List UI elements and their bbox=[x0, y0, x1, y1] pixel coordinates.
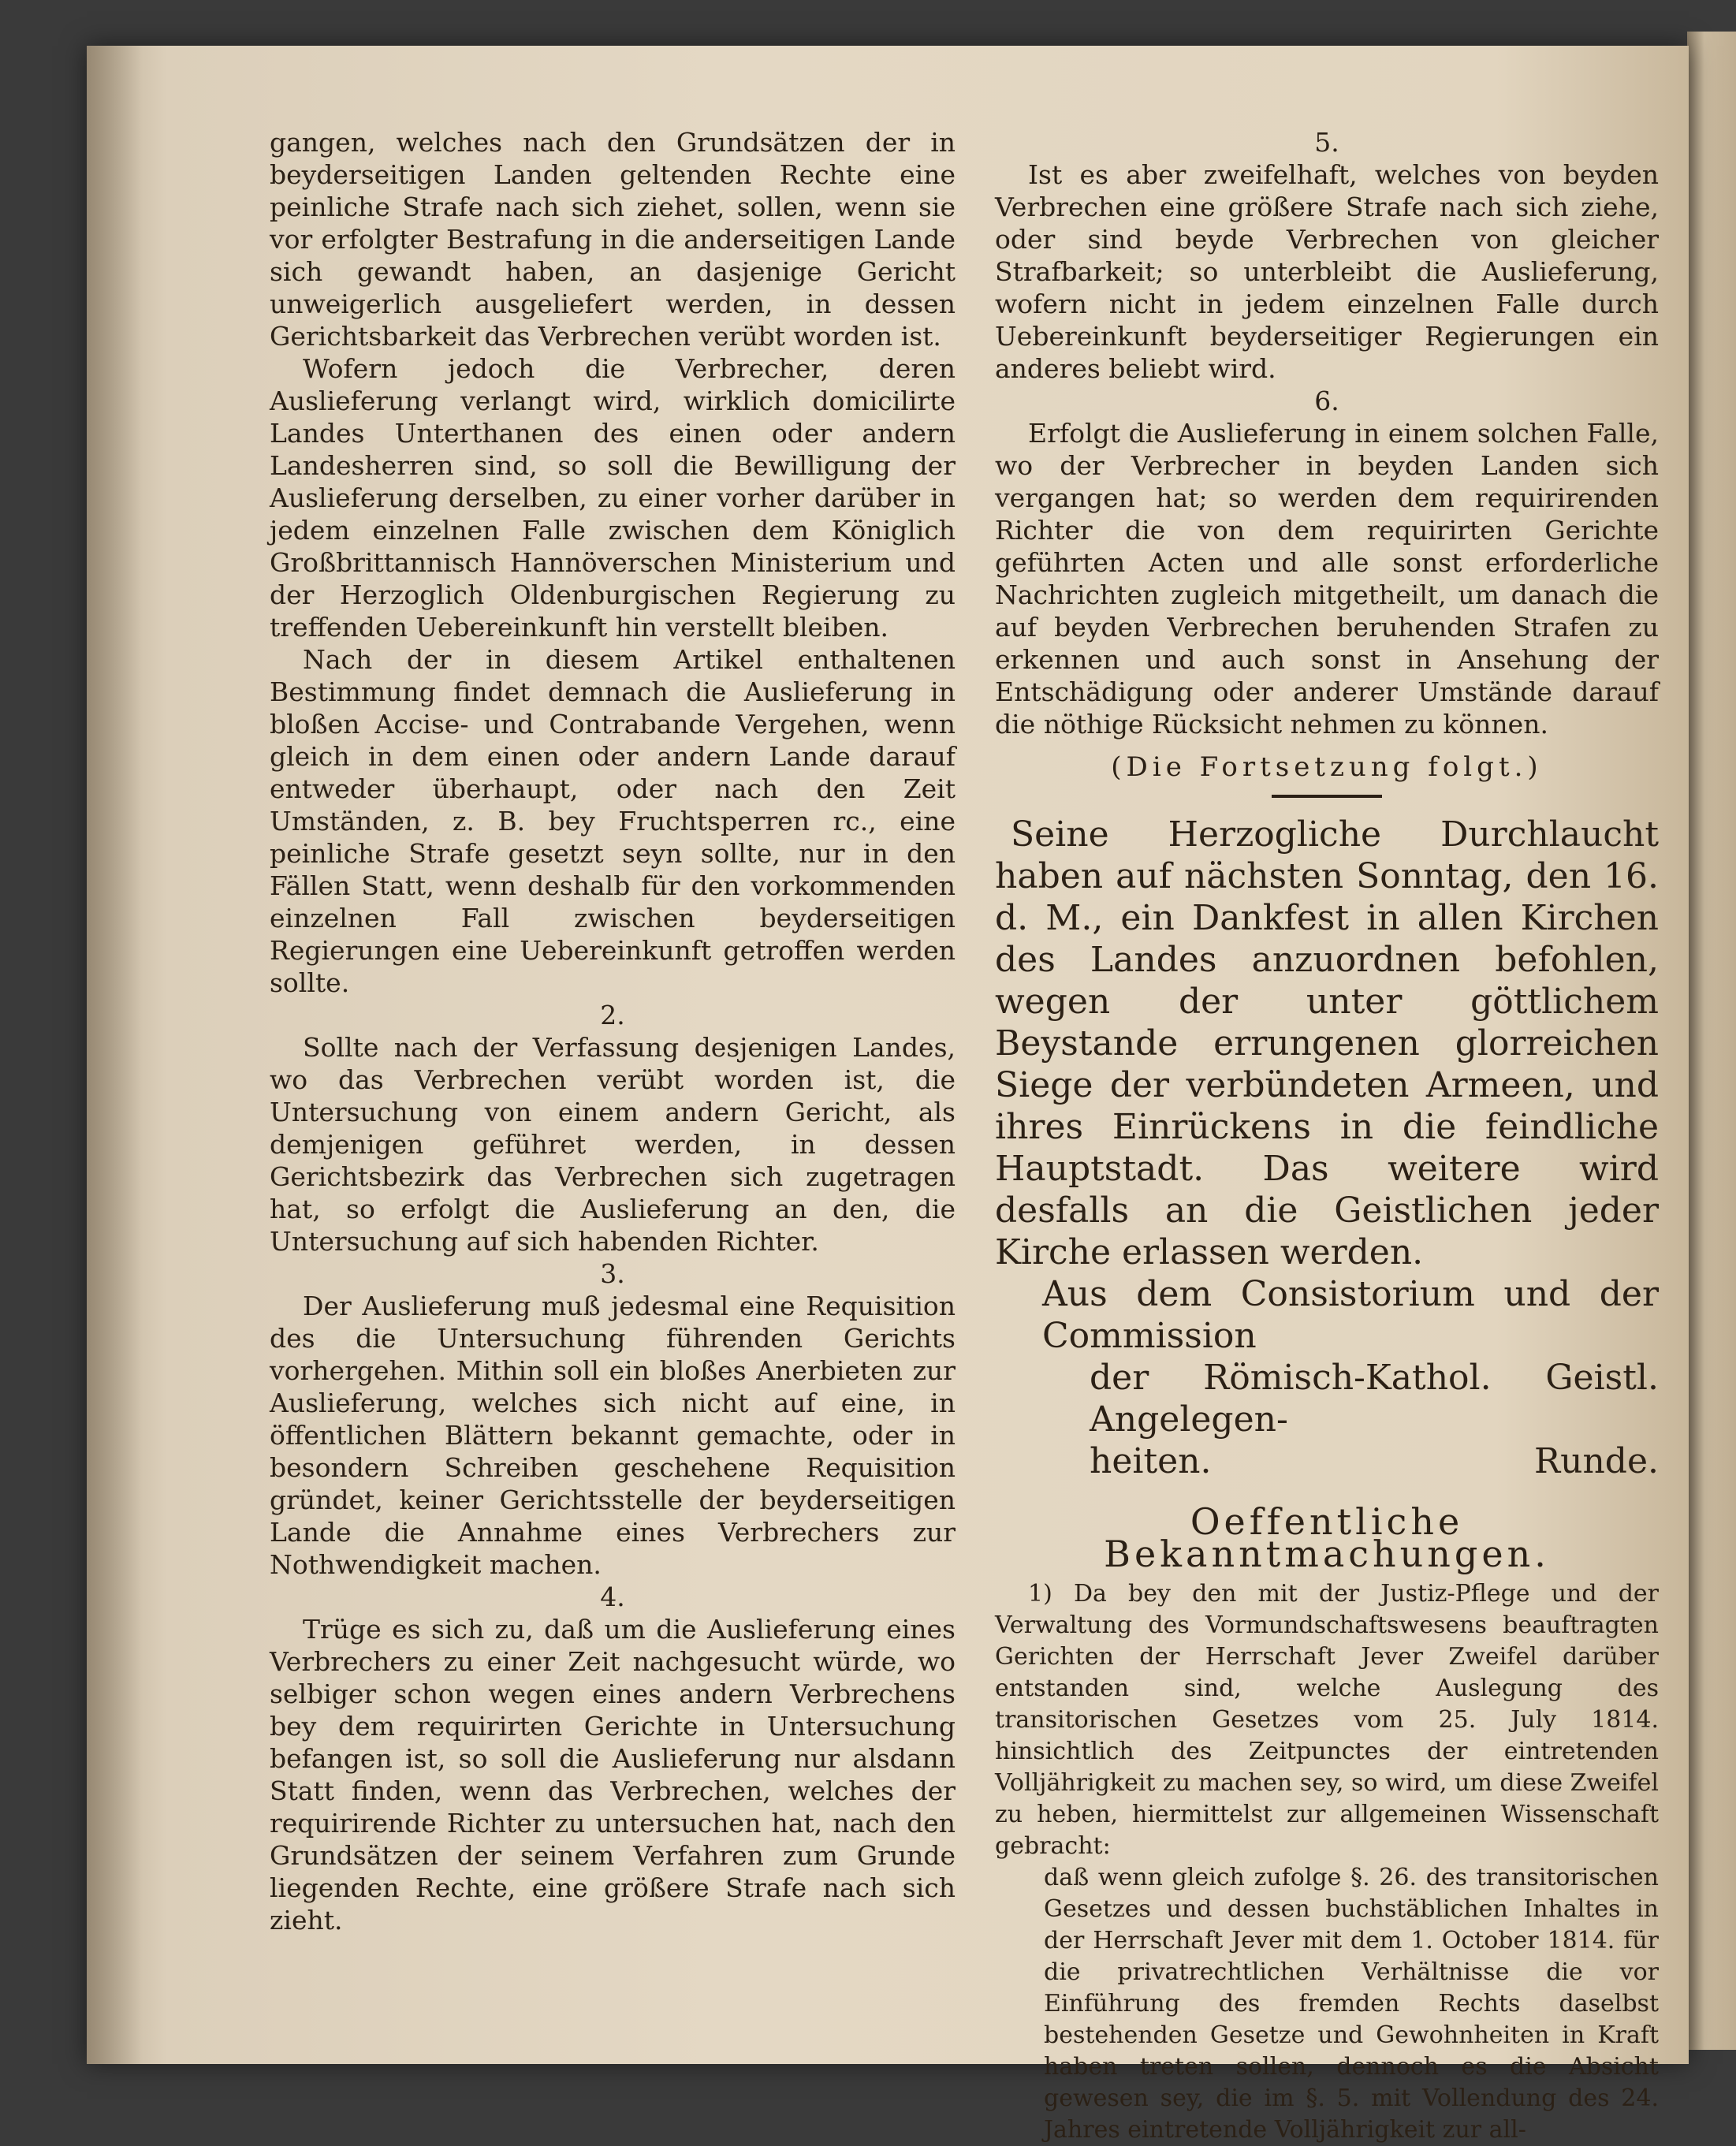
signature-line: der Römisch-Kathol. Geistl. Angelegen- bbox=[1090, 1358, 1659, 1440]
article-number: 2. bbox=[600, 1000, 625, 1030]
divider bbox=[1272, 795, 1382, 798]
paragraph: gangen, welches nach den Grundsätzen der in beyderseitigen Landen geltenden Rechte eine peinliche Strafe nach sich ziehet, sollen, wenn sie vor erfolgter Bestrafung in die anderseitigen Lande sich gewandt haben, an dasjenige Gericht unweigerlich ausgeliefert werden, in dessen Gerichtsbarkeit das Verbrechen verübt worden ist. bbox=[270, 127, 956, 352]
signature-line bbox=[995, 1440, 1659, 1482]
article-number: 4. bbox=[600, 1582, 625, 1612]
paragraph: daß wenn gleich zufolge §. 26. des transitorischen Gesetzes und dessen buchstäblichen Inhaltes in der Herrschaft Jever mit dem 1. October 1814. für die privatrechtlichen Verhältnisse die vor Einführung des fremden Rechts daselbst bestehenden Gesetze und Gewohnheiten in Kraft haben treten sollen, dennoch es die Absicht gewesen sey, die im §. 5. mit Vollendung des 24. Jahres eintretende Volljährigkeit zur all- bbox=[1044, 1864, 1659, 2144]
right-column bbox=[995, 126, 1659, 2146]
announcement bbox=[995, 814, 1659, 1273]
paragraph: Erfolgt die Auslieferung in einem solchen Falle, wo der Verbrecher in beyden Landen sich vergangen hat; so werden dem requirirenden Richter die von dem requirirten Gerichte geführten Acten und alle sonst erforderliche Nachrichten zugleich mitgetheilt, um danach die auf beyden Verbrechen beruhenden Strafen zu erkennen und auch sonst in Ansehung der Entschädigung oder anderer Umstände darauf die nöthige Rücksicht nehmen zu können. bbox=[995, 418, 1659, 740]
signature-block bbox=[995, 1273, 1659, 1482]
continuation-note: (Die Fortsetzung folgt.) bbox=[1111, 751, 1543, 783]
paragraph: 1) Da bey den mit der Justiz-Pflege und der Verwaltung des Vormundschaftswesens beauftragten Gerichten der Herrschaft Jever Zweifel darüber entstanden sind, welche Auslegung des transitorischen Gesetzes vom 25. July 1814. hinsichtlich des Zeitpunctes der eintretenden Volljährigkeit zu machen sey, so wird, um diese Zweifel zu heben, hiermittelst zur allgemeinen Wissenschaft gebracht: bbox=[995, 1580, 1659, 1860]
paragraph: Sollte nach der Verfassung desjenigen Landes, wo das Verbrechen verübt worden ist, die Untersuchung von einem andern Gericht, als demjenigen geführet werden, in dessen Gerichtsbezirk das Verbrechen sich zugetragen hat, so erfolgt die Auslieferung an den, die Untersuchung auf sich habenden Richter. bbox=[270, 1032, 956, 1257]
paragraph: Trüge es sich zu, daß um die Auslieferung eines Verbrechers zu einer Zeit nachgesucht würde, wo selbiger schon wegen eines andern Verbrechens bey dem requirirten Gerichte in Untersuchung befangen ist, so soll die Auslieferung nur alsdann Statt finden, wenn das Verbrechen, welches der requirirende Richter zu untersuchen hat, nach den Grundsätzen der seinem Verfahren zum Grunde liegenden Rechte, eine größere Strafe nach sich zieht. bbox=[270, 1614, 956, 1935]
announcement-text: Seine Herzogliche Durchlaucht haben auf nächsten Sonntag, den 16. d. M., ein Dankfest in allen Kirchen des Landes anzuordnen befohlen, wegen der unter göttlichem Beystande errungenen glorreichen Siege der verbündeten Armeen, und ihres Einrückens in die feindliche Hauptstadt. Das weitere wird desfalls an die Geistlichen jeder Kirche erlassen werden. bbox=[995, 814, 1659, 1272]
paragraph: Wofern jedoch die Verbrecher, deren Auslieferung verlangt wird, wirklich domicilirte Landes Unterthanen des einen oder andern Landesherren sind, so soll die Bewilligung der Auslieferung derselben, zu einer vorher darüber in jedem einzelnen Falle zwischen dem Königlich Großbrittannisch Hannöverschen Ministerium und der Herzoglich Oldenburgischen Regierung zu treffenden Uebereinkunft hin verstellt bleiben. bbox=[270, 353, 956, 643]
article-number: 5. bbox=[1314, 127, 1339, 158]
article-number: 6. bbox=[1314, 386, 1339, 416]
signature-name: Runde. bbox=[1534, 1441, 1659, 1481]
paragraph: Der Auslieferung muß jedesmal eine Requisition des die Untersuchung führenden Gerichts vorhergehen. Mithin soll ein bloßes Anerbieten zur Auslieferung, welches sich nicht auf eine, in öffentlichen Blättern bekannt gemachte, oder in besondern Schreiben geschehene Requisition gründet, keiner Gerichtsstelle der beyderseitigen Lande die Annahme eines Verbrechers zur Nothwendigkeit machen. bbox=[270, 1291, 956, 1580]
signature-text: heiten. bbox=[1090, 1441, 1212, 1481]
paragraph: Ist es aber zweifelhaft, welches von beyden Verbrechen eine größere Strafe nach sich ziehe, oder sind beyde Verbrechen von gleicher Strafbarkeit; so unterbleibt die Auslieferung, wofern nicht in jedem einzelnen Falle durch Uebereinkunft beyderseitiger Regierungen ein anderes beliebt wird. bbox=[995, 159, 1659, 384]
article-number: 3. bbox=[600, 1258, 625, 1289]
signature-line: Aus dem Consistorium und der Commission bbox=[1042, 1274, 1659, 1356]
paragraph: Nach der in diesem Artikel enthaltenen Bestimmung findet demnach die Auslieferung in bloßen Accise- und Contrabande Vergehen, wenn gleich in dem einen oder andern Lande darauf entweder überhaupt, oder nach den Zeit Umständen, z. B. bey Fruchtsperren rc., eine peinliche Strafe gesetzt seyn sollte, nur in den Fällen Statt, wenn deshalb für den vorkommenden einzelnen Fall zwischen beyderseitigen Regierungen eine Uebereinkunft getroffen werden sollte. bbox=[270, 644, 956, 998]
book-cover-edge bbox=[1687, 32, 1736, 2050]
section-title: Oeffentliche Bekanntmachungen. bbox=[1104, 1500, 1550, 1575]
left-column bbox=[270, 126, 956, 1936]
